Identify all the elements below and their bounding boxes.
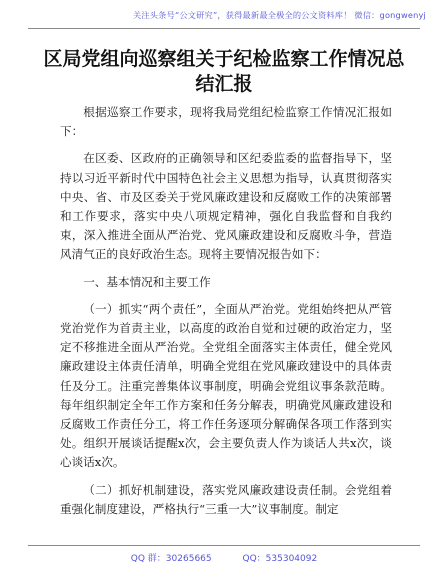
- document-title: 区局党组向巡察组关于纪检监察工作情况总结汇报: [43, 48, 405, 95]
- footer-divider: [28, 545, 420, 546]
- footer-contact: [0, 551, 448, 564]
- footer-qq: QQ：535304092: [242, 554, 318, 564]
- paragraph-item-2: （二）抓好机制建设，落实党风廉政建设责任制。会党组着重强化制度建设，严格执行“三重一大”议事制度。制定: [60, 482, 392, 516]
- paragraph-intro: 根据巡察工作要求，现将我局党组纪检监察工作情况汇报如下：: [60, 105, 392, 139]
- section-heading-basic: 一、基本情况和主要工作: [83, 274, 211, 289]
- paragraph-overview: 在区委、区政府的正确领导和区纪委监委的监督指导下，坚持以习近平新时代中国特色社会主义思想为指导，认真贯彻落实中央、省、市及区委关于党风廉政建设和反腐败工作的决策部署和工作要求，落实中央八项规定精神，强化自我监督和自我约束，深入推进全面从严治党、党风廉政建设和反腐败斗争，营造风清气正的良好政治生态。现将主要情况报告如下：: [60, 151, 392, 262]
- footer-qq-group: QQ 群：30265665: [130, 554, 212, 564]
- header-divider: [28, 28, 420, 29]
- header-promo-note: 关注头条号“公文研究”，获得最新最全极全的公文资料库！ 微信：gongwenyj: [133, 10, 426, 20]
- document-body: [60, 103, 392, 519]
- paragraph-item-1: （一）抓实“两个责任”，全面从严治党。党组始终把从严管党治党作为首责主业，以高度的政治自觉和过硬的政治定力，坚定不移推进全面从严治党。全党组全面落实主体责任，健全党风廉政建设主体责任清单，明确全党组在党风廉政建设中的具体责任及分工。注重完善集体议事制度，明确会党组议事条款范畴。每年组织制定全年工作方案和任务分解表，明确党风廉政建设和反腐败工作责任分工，将工作任务逐项分解确保各项工作落到实处。组织开展谈话提醒x次，会主要负责人作为谈话人共x次，谈心谈话x次。: [60, 301, 392, 470]
